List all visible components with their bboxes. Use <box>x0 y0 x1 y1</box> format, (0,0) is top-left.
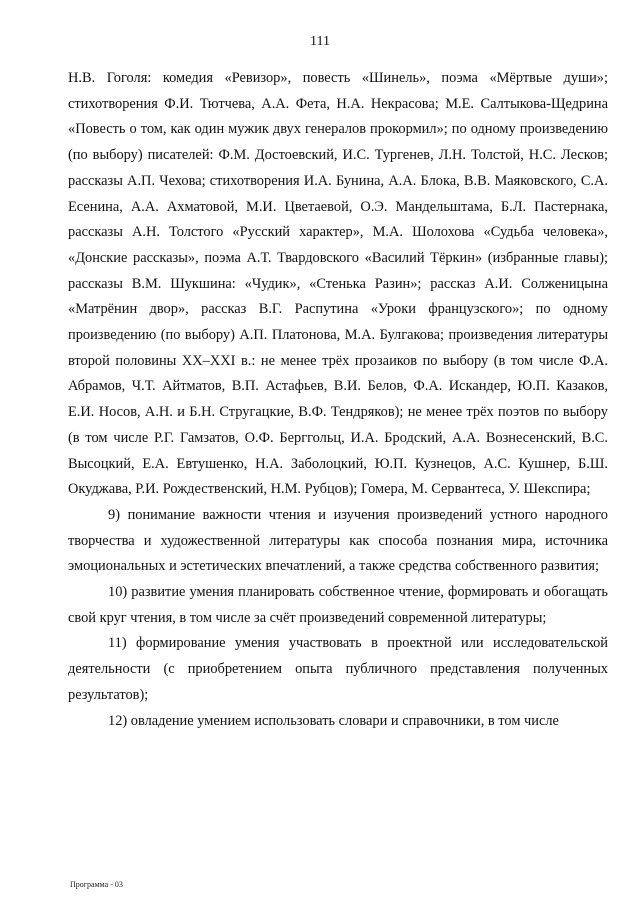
page-number: 111 <box>310 34 330 49</box>
document-body <box>68 66 608 734</box>
paragraph-item-9: 9) понимание важности чтения и изучения произведений устного народного творчества и художественной литературы как способа познания мира, источника эмоциональных и эстетических впечатлений, а также средства собственного развития; <box>68 506 608 575</box>
paragraph-item-10: 10) развитие умения планировать собственное чтение, формировать и обогащать свой круг чтения, в том числе за счёт произведений современной литературы; <box>68 584 608 626</box>
paragraph-item-12: 12) овладение умением использовать словари и справочники, в том числе <box>108 712 559 729</box>
paragraph-literature-list: Н.В. Гоголя: комедия «Ревизор», повесть «Шинель», поэма «Мёртвые души»; стихотворения Ф.И. Тютчева, А.А. Фета, Н.А. Некрасова; М.Е. Салтыкова-Щедрина «Повесть о том, как один мужик двух генералов прокормил»; по одному произведению (по выбору) писателей: Ф.М. Достоевский, И.С. Тургенев, Л.Н. Толстой, Н.С. Лесков; рассказы А.П. Чехова; стихотворения И.А. Бунина, А.А. Блока, В.В. Маяковского, С.А. Есенина, А.А. Ахматовой, М.И. Цветаевой, О.Э. Мандельштама, Б.Л. Пастернака, рассказы А.Н. Толстого «Русский характер», М.А. Шолохова «Судьба человека», «Донские рассказы», поэма А.Т. Твардовского «Василий Тёркин» (избранные главы); рассказы В.М. Шукшина: «Чудик», «Стенька Разин»; рассказ А.И. Солженицына «Матрёнин двор», рассказ В.Г. Распутина «Уроки французского»; по одному произведению (по выбору) А.П. Платонова, М.А. Булгакова; произведения литературы второй половины XX–XXI в.: не менее трёх прозаиков по выбору (в том числе Ф.А. Абрамов, Ч.Т. Айтматов, В.П. Астафьев, В.И. Белов, Ф.А. Искандер, Ю.П. Казаков, Е.И. Носов, А.Н. и Б.Н. Стругацкие, В.Ф. Тендряков); не менее трёх поэтов по выбору (в том числе Р.Г. Гамзатов, О.Ф. Берггольц, И.А. Бродский, А.А. Вознесенский, В.С. Высоцкий, Е.А. Евтушенко, Н.А. Заболоцкий, Ю.П. Кузнецов, А.С. Кушнер, Б.Ш. Окуджава, Р.И. Рождественский, Н.М. Рубцов); Гомера, М. Сервантеса, У. Шекспира; <box>68 70 608 498</box>
page-footer: Программа - 03 <box>70 880 123 889</box>
paragraph-item-11: 11) формирование умения участвовать в проектной или исследовательской деятельности (с приобретением опыта публичного представления полученных результатов); <box>68 635 608 703</box>
